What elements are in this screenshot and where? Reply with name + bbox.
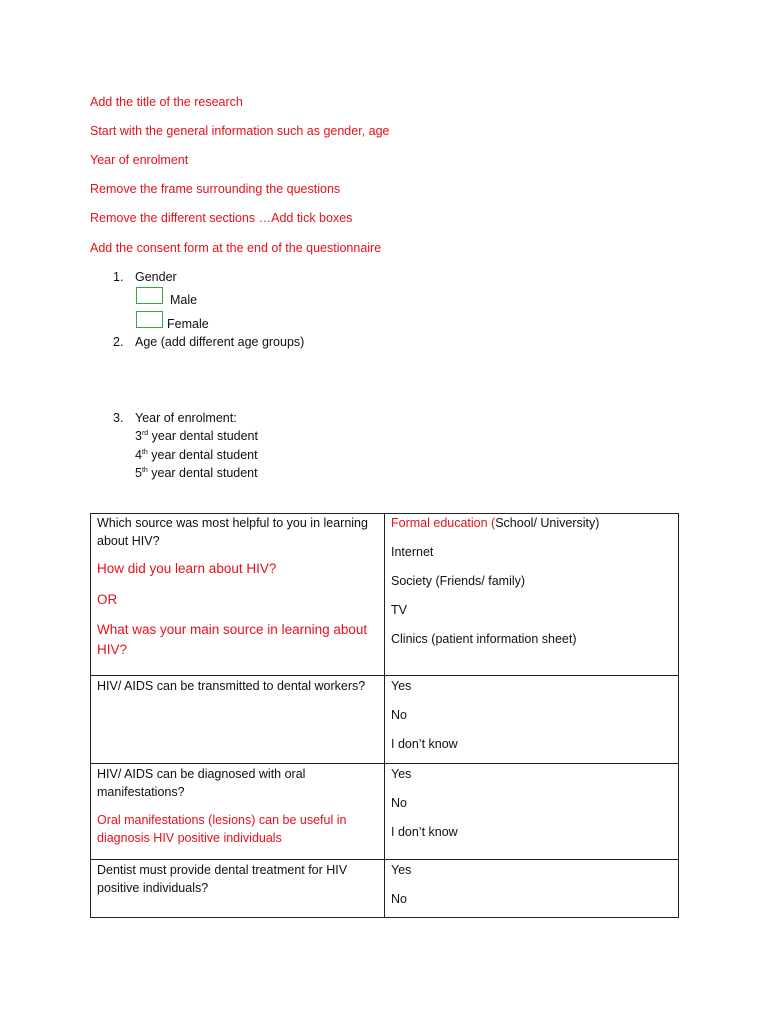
answer-cell — [385, 514, 679, 676]
comment-how-learn: How did you learn about HIV? — [97, 561, 277, 576]
note-consent: Add the consent form at the end of the questionnaire — [90, 241, 382, 255]
q3-number: 3. — [113, 411, 124, 425]
answer-yes: Yes — [391, 863, 412, 877]
tickbox-female[interactable] — [136, 311, 163, 328]
q3-text: Year of enrolment: — [135, 411, 237, 425]
answer-clinics: Clinics (patient information sheet) — [391, 632, 577, 646]
table-row — [91, 514, 679, 676]
question-source: Which source was most helpful to you in learning about HIV? — [97, 516, 368, 548]
answer-tv: TV — [391, 603, 407, 617]
answer-dont-know: I don’t know — [391, 737, 458, 751]
question-dentist-treatment: Dentist must provide dental treatment for HIV positive individuals? — [97, 863, 348, 895]
q2-text: Age (add different age groups) — [135, 335, 305, 349]
answer-no: No — [391, 892, 407, 906]
question-cell — [91, 860, 385, 918]
answer-internet: Internet — [391, 545, 434, 559]
note-sections: Remove the different sections …Add tick boxes — [90, 211, 353, 225]
answer-cell — [385, 764, 679, 860]
answer-yes: Yes — [391, 679, 412, 693]
question-cell — [91, 764, 385, 860]
option-3rd-year: 3rd year dental student — [135, 429, 258, 443]
note-frame: Remove the frame surrounding the questions — [90, 182, 341, 196]
q2-number: 2. — [113, 335, 124, 349]
answer-no: No — [391, 708, 407, 722]
q1-number: 1. — [113, 270, 124, 284]
answer-cell — [385, 860, 679, 918]
table-row — [91, 676, 679, 764]
table-row — [91, 860, 679, 918]
table-row — [91, 764, 679, 860]
answer-cell — [385, 676, 679, 764]
answer-no: No — [391, 796, 407, 810]
answer-society: Society (Friends/ family) — [391, 574, 526, 588]
questionnaire-table — [90, 513, 679, 918]
option-male: Male — [170, 293, 198, 307]
note-general: Start with the general information such as gender, age — [90, 124, 390, 138]
answer-dont-know: I don’t know — [391, 825, 458, 839]
note-year: Year of enrolment — [90, 153, 189, 167]
tickbox-male[interactable] — [136, 287, 163, 304]
question-transmitted: HIV/ AIDS can be transmitted to dental workers? — [97, 679, 366, 693]
question-diagnosed: HIV/ AIDS can be diagnosed with oral manifestations? — [97, 767, 306, 799]
comment-main-source: What was your main source in learning about HIV? — [97, 622, 368, 657]
q1-text: Gender — [135, 270, 177, 284]
option-5th-year: 5th year dental student — [135, 466, 258, 480]
comment-oral-manifestations: Oral manifestations (lesions) can be useful in diagnosis HIV positive individuals — [97, 813, 347, 845]
answer-formal-education: Formal education (School/ University) — [391, 516, 600, 530]
question-cell — [91, 514, 385, 676]
comment-or: OR — [97, 592, 118, 607]
question-cell — [91, 676, 385, 764]
option-4th-year: 4th year dental student — [135, 448, 258, 462]
answer-yes: Yes — [391, 767, 412, 781]
note-title: Add the title of the research — [90, 95, 243, 109]
option-female: Female — [167, 317, 209, 331]
